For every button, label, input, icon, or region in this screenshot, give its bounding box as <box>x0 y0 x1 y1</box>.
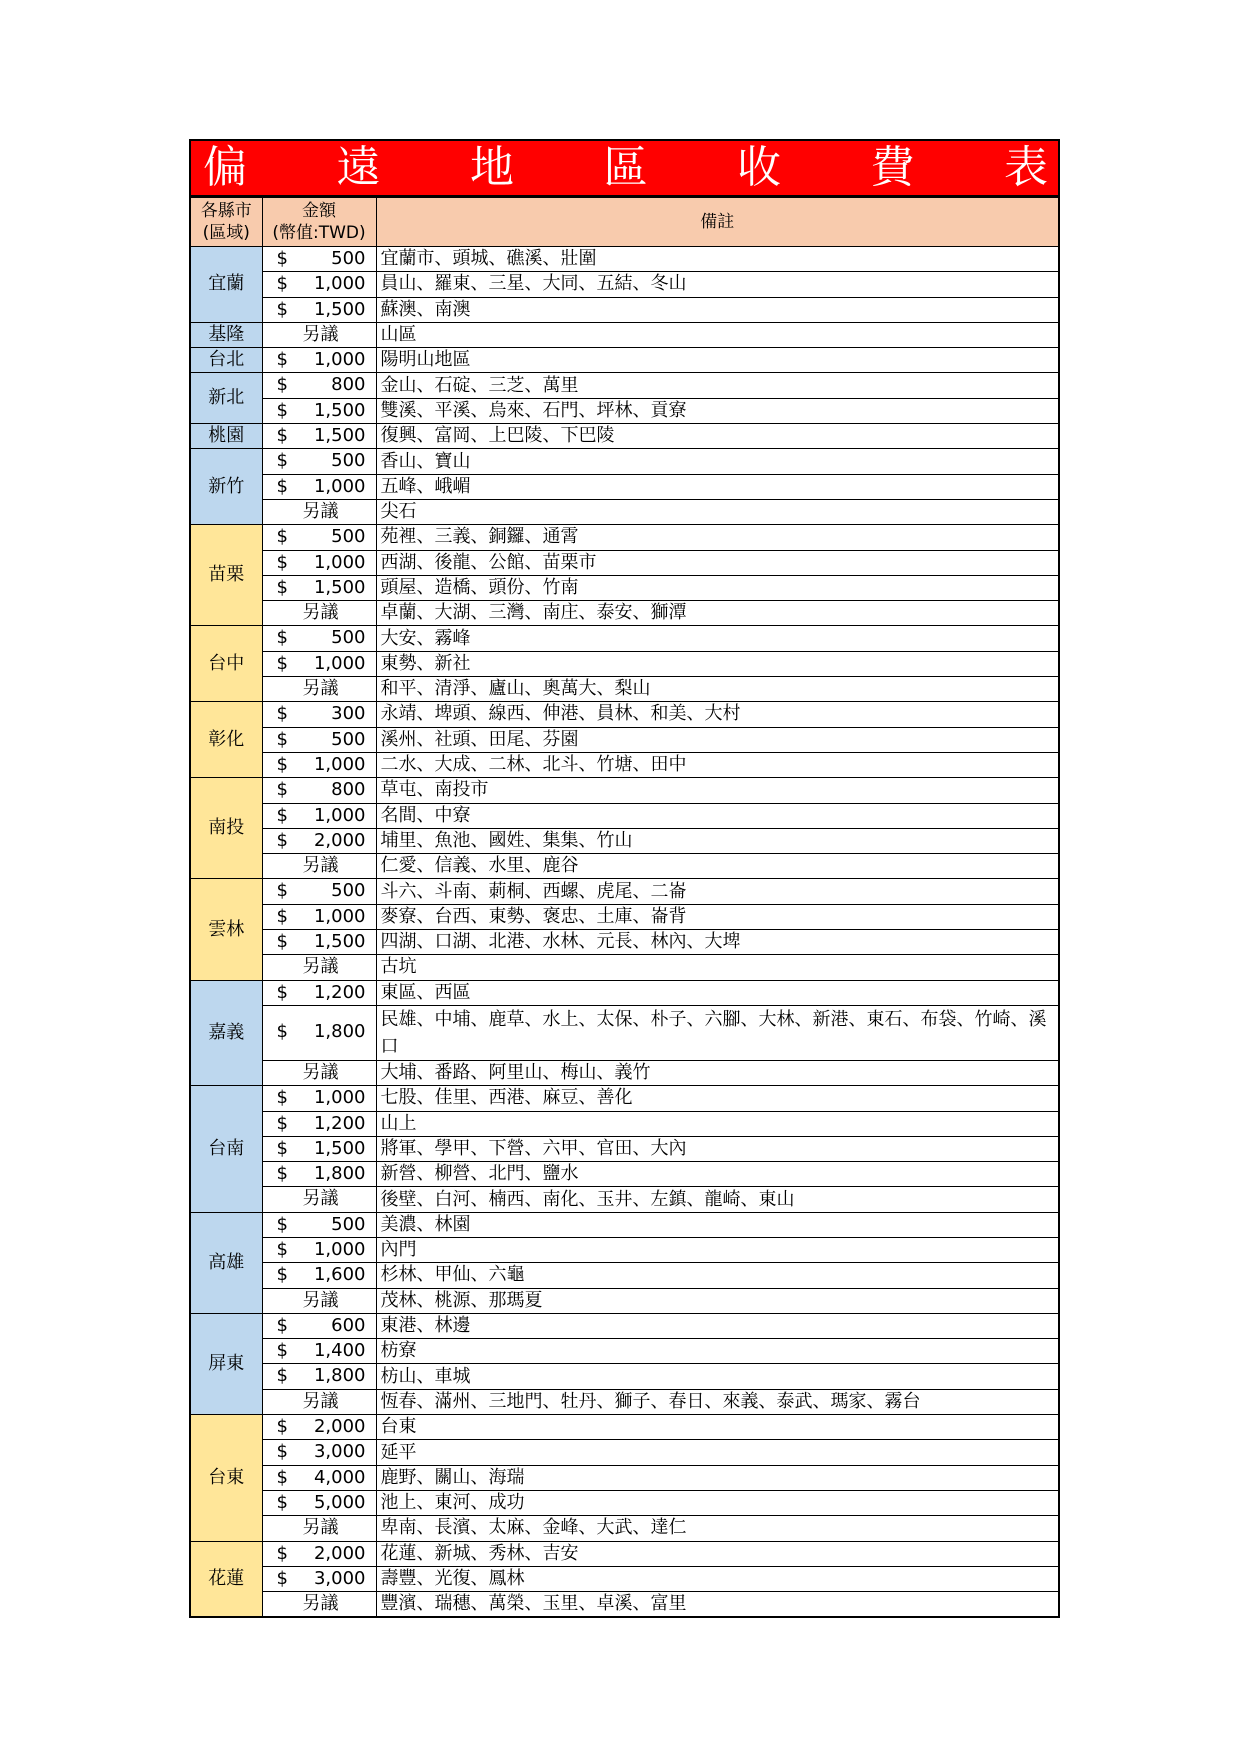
currency-symbol: $ <box>276 652 288 674</box>
title-char: 地 <box>470 142 514 193</box>
table-row <box>190 1566 1059 1591</box>
currency-symbol: $ <box>276 1163 288 1185</box>
table-row <box>190 1060 1059 1085</box>
table-row <box>190 1364 1059 1389</box>
county-cell: 桃園 <box>190 424 262 449</box>
note-cell: 花蓮、新城、秀林、吉安 <box>376 1541 1059 1566</box>
amount-cell <box>262 1237 376 1262</box>
note-cell: 古坑 <box>376 955 1059 980</box>
table-row <box>190 575 1059 600</box>
table-row <box>190 322 1059 347</box>
note-cell: 壽豐、光復、鳳林 <box>376 1566 1059 1591</box>
amount-cell <box>262 1415 376 1440</box>
table-row <box>190 398 1059 423</box>
currency-symbol: $ <box>276 1020 288 1042</box>
title-char: 收 <box>737 142 781 193</box>
amount-value: 1,200 <box>313 1112 366 1134</box>
header-amount-line1: 金額 <box>302 201 336 221</box>
table-row <box>190 1212 1059 1237</box>
amount-value: 5,000 <box>313 1491 366 1513</box>
table-row <box>190 601 1059 626</box>
amount-cell <box>262 702 376 727</box>
table-row <box>190 550 1059 575</box>
county-cell: 嘉義 <box>190 980 262 1086</box>
currency-symbol: $ <box>276 1213 288 1235</box>
amount-cell <box>262 373 376 398</box>
note-cell: 蘇澳、南澳 <box>376 297 1059 322</box>
note-cell: 和平、清淨、廬山、奧萬大、梨山 <box>376 677 1059 702</box>
negotiable-text: 另議 <box>302 956 339 978</box>
fee-table <box>189 197 1060 1618</box>
amount-value: 1,200 <box>313 981 366 1003</box>
amount-cell <box>262 1288 376 1313</box>
amount-cell <box>262 525 376 550</box>
currency-symbol: $ <box>276 526 288 548</box>
note-cell: 豐濱、瑞穗、萬榮、玉里、卓溪、富里 <box>376 1592 1059 1618</box>
table-row <box>190 702 1059 727</box>
currency-symbol: $ <box>276 1112 288 1134</box>
note-cell: 草屯、南投市 <box>376 778 1059 803</box>
currency-symbol: $ <box>276 779 288 801</box>
negotiable-text: 另議 <box>302 678 339 700</box>
table-row <box>190 499 1059 524</box>
amount-cell <box>262 677 376 702</box>
amount-value: 500 <box>331 526 366 548</box>
note-cell: 新營、柳營、北門、鹽水 <box>376 1162 1059 1187</box>
table-row <box>190 1086 1059 1111</box>
amount-value: 1,400 <box>313 1340 366 1362</box>
amount-value: 1,000 <box>313 349 366 371</box>
amount-value: 500 <box>331 450 366 472</box>
amount-value: 2,000 <box>313 1416 366 1438</box>
table-row <box>190 1415 1059 1440</box>
note-cell: 七股、佳里、西港、麻豆、善化 <box>376 1086 1059 1111</box>
table-row <box>190 1111 1059 1136</box>
negotiable-text: 另議 <box>302 1517 339 1539</box>
table-title-bar <box>189 139 1060 197</box>
county-cell: 宜蘭 <box>190 247 262 323</box>
note-cell: 卓蘭、大湖、三灣、南庄、泰安、獅潭 <box>376 601 1059 626</box>
amount-cell <box>262 727 376 752</box>
amount-cell <box>262 272 376 297</box>
amount-value: 1,800 <box>313 1020 366 1042</box>
note-cell: 員山、羅東、三星、大同、五結、冬山 <box>376 272 1059 297</box>
currency-symbol: $ <box>276 399 288 421</box>
currency-symbol: $ <box>276 931 288 953</box>
title-char: 偏 <box>203 142 247 193</box>
note-cell: 宜蘭市、頭城、礁溪、壯圍 <box>376 247 1059 272</box>
negotiable-text: 另議 <box>302 1289 339 1311</box>
table-row <box>190 1313 1059 1338</box>
currency-symbol: $ <box>276 703 288 725</box>
amount-value: 500 <box>331 728 366 750</box>
note-cell: 金山、石碇、三芝、萬里 <box>376 373 1059 398</box>
amount-cell <box>262 1005 376 1060</box>
table-row <box>190 1490 1059 1515</box>
note-cell: 五峰、峨嵋 <box>376 474 1059 499</box>
amount-cell <box>262 651 376 676</box>
note-cell: 復興、富岡、上巴陵、下巴陵 <box>376 424 1059 449</box>
table-row <box>190 1288 1059 1313</box>
negotiable-text: 另議 <box>302 1390 339 1412</box>
amount-cell <box>262 1541 376 1566</box>
note-cell: 茂林、桃源、那瑪夏 <box>376 1288 1059 1313</box>
amount-value: 3,000 <box>313 1441 366 1463</box>
amount-cell <box>262 1187 376 1212</box>
amount-value: 800 <box>331 779 366 801</box>
note-cell: 尖石 <box>376 499 1059 524</box>
amount-cell <box>262 1162 376 1187</box>
note-cell: 斗六、斗南、莿桐、西螺、虎尾、二崙 <box>376 879 1059 904</box>
note-cell: 延平 <box>376 1440 1059 1465</box>
amount-value: 1,800 <box>313 1163 366 1185</box>
amount-value: 1,500 <box>313 576 366 598</box>
currency-symbol: $ <box>276 374 288 396</box>
table-row <box>190 424 1059 449</box>
amount-cell <box>262 424 376 449</box>
amount-cell <box>262 854 376 879</box>
amount-cell <box>262 828 376 853</box>
table-row <box>190 828 1059 853</box>
title-char: 遠 <box>336 142 381 193</box>
table-row <box>190 955 1059 980</box>
table-row <box>190 803 1059 828</box>
currency-symbol: $ <box>276 298 288 320</box>
amount-value: 1,500 <box>313 298 366 320</box>
amount-value: 1,000 <box>313 1238 366 1260</box>
table-row <box>190 1136 1059 1161</box>
amount-cell <box>262 474 376 499</box>
note-cell: 卑南、長濱、太麻、金峰、大武、達仁 <box>376 1516 1059 1541</box>
amount-value: 1,800 <box>313 1365 366 1387</box>
amount-cell <box>262 904 376 929</box>
note-cell: 麥寮、台西、東勢、褒忠、土庫、崙背 <box>376 904 1059 929</box>
table-row <box>190 1389 1059 1414</box>
currency-symbol: $ <box>276 248 288 269</box>
note-cell: 美濃、林園 <box>376 1212 1059 1237</box>
county-cell: 高雄 <box>190 1212 262 1313</box>
amount-cell <box>262 398 376 423</box>
table-row <box>190 727 1059 752</box>
currency-symbol: $ <box>276 1567 288 1589</box>
table-row <box>190 1237 1059 1262</box>
amount-cell <box>262 752 376 777</box>
amount-cell <box>262 1566 376 1591</box>
title-char: 表 <box>1004 142 1048 193</box>
amount-value: 500 <box>331 627 366 649</box>
table-row <box>190 778 1059 803</box>
note-cell: 台東 <box>376 1415 1059 1440</box>
table-row <box>190 854 1059 879</box>
table-row <box>190 904 1059 929</box>
note-cell: 名間、中寮 <box>376 803 1059 828</box>
note-cell: 東區、西區 <box>376 980 1059 1005</box>
note-cell: 苑裡、三義、銅鑼、通霄 <box>376 525 1059 550</box>
note-cell: 後壁、白河、楠西、南化、玉井、左鎮、龍崎、東山 <box>376 1187 1059 1212</box>
note-cell: 陽明山地區 <box>376 348 1059 373</box>
currency-symbol: $ <box>276 1340 288 1362</box>
currency-symbol: $ <box>276 1264 288 1286</box>
currency-symbol: $ <box>276 804 288 826</box>
currency-symbol: $ <box>276 981 288 1003</box>
note-cell: 恆春、滿州、三地門、牡丹、獅子、春日、來義、泰武、瑪家、霧台 <box>376 1389 1059 1414</box>
amount-cell <box>262 297 376 322</box>
currency-symbol: $ <box>276 1416 288 1438</box>
table-row <box>190 879 1059 904</box>
note-cell: 杉林、甲仙、六龜 <box>376 1263 1059 1288</box>
amount-cell <box>262 1364 376 1389</box>
table-row <box>190 1339 1059 1364</box>
amount-cell <box>262 1592 376 1618</box>
negotiable-text: 另議 <box>302 1593 339 1615</box>
amount-cell <box>262 1111 376 1136</box>
table-row <box>190 1541 1059 1566</box>
note-cell: 池上、東河、成功 <box>376 1490 1059 1515</box>
note-cell: 永靖、埤頭、線西、伸港、員林、和美、大村 <box>376 702 1059 727</box>
amount-cell <box>262 449 376 474</box>
currency-symbol: $ <box>276 829 288 851</box>
amount-value: 1,500 <box>313 399 366 421</box>
currency-symbol: $ <box>276 349 288 371</box>
amount-cell <box>262 1136 376 1161</box>
county-cell: 彰化 <box>190 702 262 778</box>
amount-cell <box>262 879 376 904</box>
title-char: 費 <box>870 142 915 193</box>
currency-symbol: $ <box>276 450 288 472</box>
table-row <box>190 247 1059 272</box>
county-cell: 苗栗 <box>190 525 262 626</box>
amount-cell <box>262 348 376 373</box>
header-amount <box>262 198 376 247</box>
amount-value: 2,000 <box>313 829 366 851</box>
amount-value: 1,000 <box>313 753 366 775</box>
amount-cell <box>262 1313 376 1338</box>
table-row <box>190 930 1059 955</box>
negotiable-text: 另議 <box>302 855 339 877</box>
amount-value: 300 <box>331 703 366 725</box>
currency-symbol: $ <box>276 1314 288 1336</box>
amount-cell <box>262 1086 376 1111</box>
note-cell: 西湖、後龍、公館、苗栗市 <box>376 550 1059 575</box>
county-cell: 屏東 <box>190 1313 262 1414</box>
table-row <box>190 348 1059 373</box>
table-row <box>190 1516 1059 1541</box>
amount-cell <box>262 980 376 1005</box>
currency-symbol: $ <box>276 551 288 573</box>
note-cell: 大安、霧峰 <box>376 626 1059 651</box>
amount-value: 1,000 <box>313 652 366 674</box>
currency-symbol: $ <box>276 1466 288 1488</box>
amount-value: 3,000 <box>313 1567 366 1589</box>
note-cell: 大埔、番路、阿里山、梅山、義竹 <box>376 1060 1059 1085</box>
amount-cell <box>262 1212 376 1237</box>
table-row <box>190 1005 1059 1060</box>
table-row <box>190 980 1059 1005</box>
note-cell: 仁愛、信義、水里、鹿谷 <box>376 854 1059 879</box>
currency-symbol: $ <box>276 1087 288 1109</box>
table-row <box>190 677 1059 702</box>
amount-value: 1,000 <box>313 905 366 927</box>
amount-cell <box>262 247 376 272</box>
amount-cell <box>262 575 376 600</box>
note-cell: 二水、大成、二林、北斗、竹塘、田中 <box>376 752 1059 777</box>
note-cell: 東港、林邊 <box>376 1313 1059 1338</box>
amount-value: 800 <box>331 374 366 396</box>
table-row <box>190 1592 1059 1618</box>
table-row <box>190 651 1059 676</box>
county-cell: 台中 <box>190 626 262 702</box>
amount-cell <box>262 1465 376 1490</box>
amount-cell <box>262 601 376 626</box>
table-row <box>190 474 1059 499</box>
county-cell: 花蓮 <box>190 1541 262 1617</box>
amount-value: 500 <box>331 880 366 902</box>
note-cell: 枋山、車城 <box>376 1364 1059 1389</box>
title-char: 區 <box>603 142 648 193</box>
table-row <box>190 1465 1059 1490</box>
negotiable-text: 另議 <box>302 602 339 624</box>
amount-value: 1,500 <box>313 931 366 953</box>
amount-cell <box>262 1440 376 1465</box>
negotiable-text: 另議 <box>302 1188 339 1210</box>
table-row <box>190 297 1059 322</box>
header-row <box>190 198 1059 247</box>
negotiable-text: 另議 <box>302 500 339 522</box>
header-note: 備註 <box>376 198 1059 247</box>
note-cell: 將軍、學甲、下營、六甲、官田、大內 <box>376 1136 1059 1161</box>
amount-value: 1,000 <box>313 273 366 295</box>
amount-cell <box>262 626 376 651</box>
table-row <box>190 752 1059 777</box>
amount-cell <box>262 955 376 980</box>
currency-symbol: $ <box>276 1491 288 1513</box>
currency-symbol: $ <box>276 1441 288 1463</box>
amount-cell <box>262 322 376 347</box>
amount-cell <box>262 778 376 803</box>
note-cell: 雙溪、平溪、烏來、石門、坪林、貢寮 <box>376 398 1059 423</box>
county-cell: 基隆 <box>190 322 262 347</box>
amount-value: 1,000 <box>313 804 366 826</box>
note-cell: 溪州、社頭、田尾、芬園 <box>376 727 1059 752</box>
fee-table-sheet <box>189 139 1060 1618</box>
table-row <box>190 272 1059 297</box>
header-county-line2: (區域) <box>202 223 250 243</box>
table-row <box>190 1187 1059 1212</box>
amount-value: 600 <box>331 1314 366 1336</box>
currency-symbol: $ <box>276 1365 288 1387</box>
currency-symbol: $ <box>276 273 288 295</box>
amount-cell <box>262 930 376 955</box>
note-cell: 埔里、魚池、國姓、集集、竹山 <box>376 828 1059 853</box>
county-cell: 新北 <box>190 373 262 424</box>
note-cell: 山區 <box>376 322 1059 347</box>
amount-cell <box>262 803 376 828</box>
county-cell: 新竹 <box>190 449 262 525</box>
currency-symbol: $ <box>276 425 288 447</box>
currency-symbol: $ <box>276 1542 288 1564</box>
currency-symbol: $ <box>276 753 288 775</box>
note-cell: 山上 <box>376 1111 1059 1136</box>
amount-cell <box>262 1490 376 1515</box>
header-county-line1: 各縣市 <box>200 201 252 221</box>
amount-value: 1,500 <box>313 425 366 447</box>
amount-value: 4,000 <box>313 1466 366 1488</box>
note-cell: 枋寮 <box>376 1339 1059 1364</box>
table-row <box>190 1440 1059 1465</box>
currency-symbol: $ <box>276 627 288 649</box>
amount-value: 2,000 <box>313 1542 366 1564</box>
amount-value: 1,000 <box>313 551 366 573</box>
table-row <box>190 449 1059 474</box>
currency-symbol: $ <box>276 905 288 927</box>
amount-cell <box>262 499 376 524</box>
county-cell: 台北 <box>190 348 262 373</box>
header-amount-line2: (幣值:TWD) <box>272 223 366 243</box>
amount-cell <box>262 1060 376 1085</box>
county-cell: 南投 <box>190 778 262 879</box>
negotiable-text: 另議 <box>302 323 339 345</box>
note-cell: 四湖、口湖、北港、水林、元長、林內、大埤 <box>376 930 1059 955</box>
header-county <box>190 198 262 247</box>
amount-value: 1,000 <box>313 475 366 497</box>
amount-value: 500 <box>331 248 366 269</box>
table-row <box>190 626 1059 651</box>
amount-cell <box>262 1389 376 1414</box>
table-row <box>190 1162 1059 1187</box>
amount-value: 1,500 <box>313 1137 366 1159</box>
table-row <box>190 373 1059 398</box>
amount-value: 1,600 <box>313 1264 366 1286</box>
amount-value: 1,000 <box>313 1087 366 1109</box>
note-cell: 鹿野、關山、海瑞 <box>376 1465 1059 1490</box>
table-row <box>190 525 1059 550</box>
currency-symbol: $ <box>276 475 288 497</box>
county-cell: 台東 <box>190 1415 262 1541</box>
amount-cell <box>262 1339 376 1364</box>
amount-cell <box>262 1263 376 1288</box>
amount-value: 500 <box>331 1213 366 1235</box>
note-cell: 內門 <box>376 1237 1059 1262</box>
negotiable-text: 另議 <box>302 1061 339 1083</box>
table-row <box>190 1263 1059 1288</box>
currency-symbol: $ <box>276 1137 288 1159</box>
note-cell: 頭屋、造橋、頭份、竹南 <box>376 575 1059 600</box>
county-cell: 雲林 <box>190 879 262 980</box>
currency-symbol: $ <box>276 1238 288 1260</box>
note-cell: 香山、寶山 <box>376 449 1059 474</box>
note-cell: 民雄、中埔、鹿草、水上、太保、朴子、六腳、大林、新港、東石、布袋、竹崎、溪口 <box>376 1005 1059 1060</box>
amount-cell <box>262 550 376 575</box>
county-cell: 台南 <box>190 1086 262 1212</box>
currency-symbol: $ <box>276 728 288 750</box>
currency-symbol: $ <box>276 576 288 598</box>
note-cell: 東勢、新社 <box>376 651 1059 676</box>
amount-cell <box>262 1516 376 1541</box>
currency-symbol: $ <box>276 880 288 902</box>
